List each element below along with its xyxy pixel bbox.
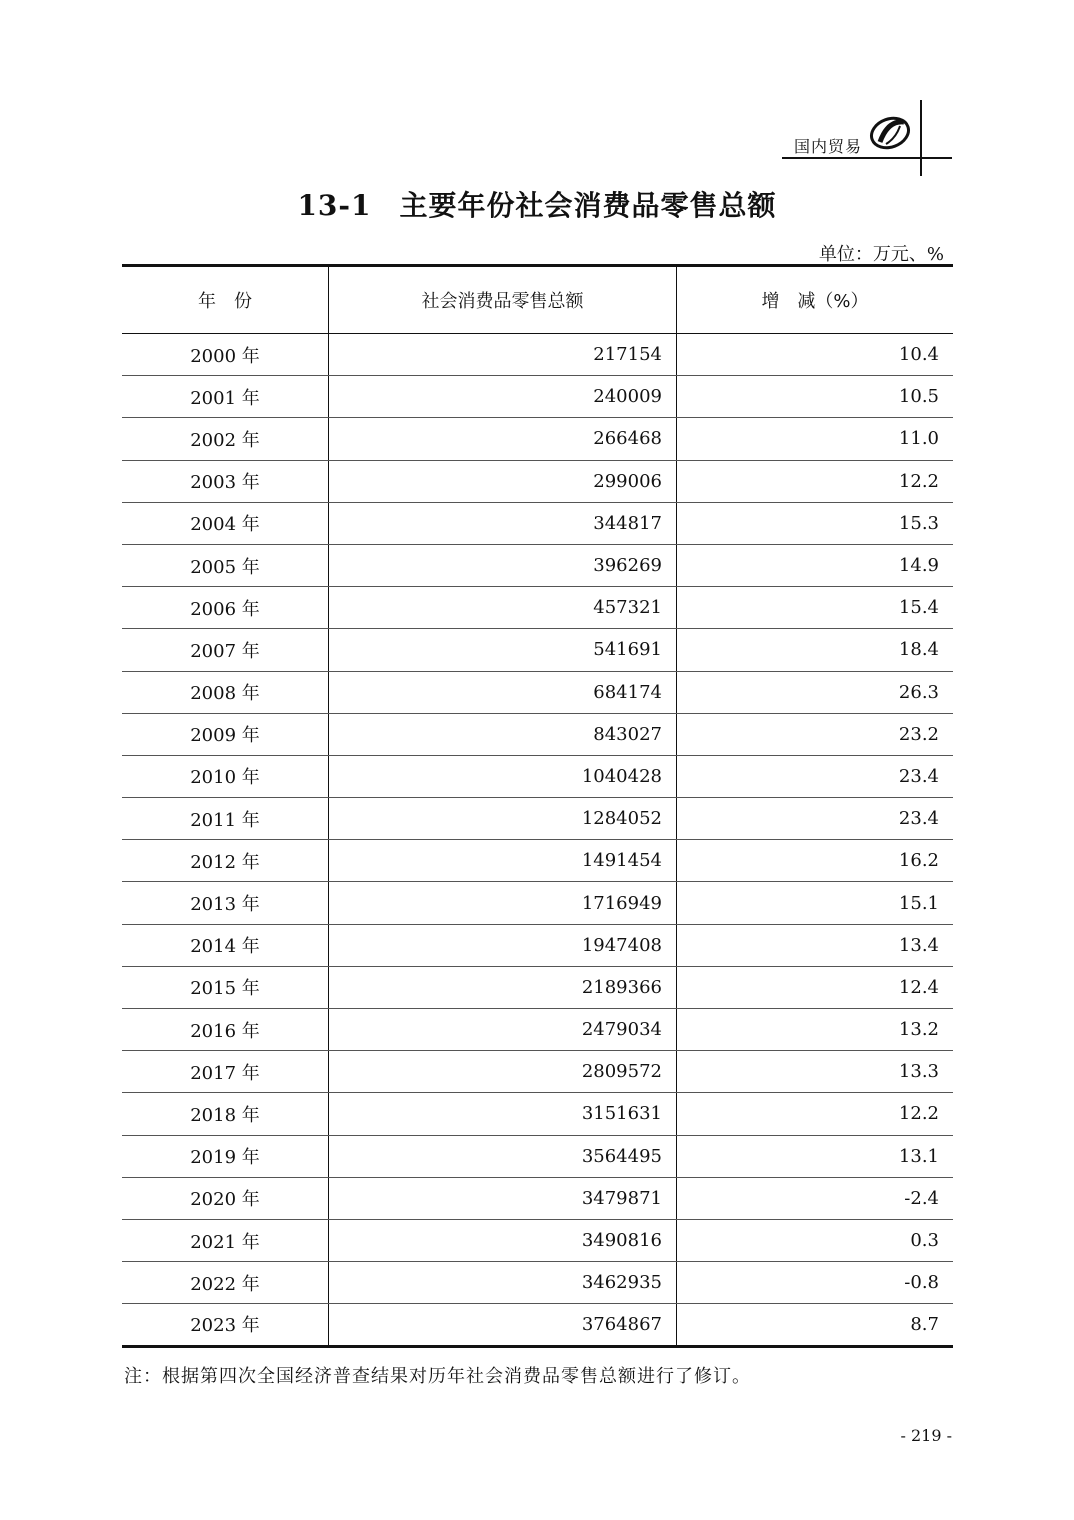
table-row (122, 1051, 953, 1093)
table-row (122, 798, 953, 840)
cell-year: 2013 年 (122, 882, 329, 924)
table-row (122, 1135, 953, 1177)
table-note: 注：根据第四次全国经济普查结果对历年社会消费品零售总额进行了修订。 (124, 1366, 751, 1387)
table-row (122, 924, 953, 966)
table-row (122, 1304, 953, 1346)
cell-year: 2003 年 (122, 460, 329, 502)
cell-year: 2004 年 (122, 502, 329, 544)
cell-change: 14.9 (677, 544, 954, 586)
cell-year: 2019 年 (122, 1135, 329, 1177)
cell-total: 2809572 (329, 1051, 677, 1093)
cell-total: 344817 (329, 502, 677, 544)
table-row (122, 713, 953, 755)
cell-year: 2017 年 (122, 1051, 329, 1093)
table-row (122, 629, 953, 671)
table-row (122, 460, 953, 502)
column-header-year: 年 份 (122, 266, 329, 334)
page-number: - 219 - (900, 1426, 952, 1445)
cell-year: 2022 年 (122, 1262, 329, 1304)
cell-year: 2021 年 (122, 1219, 329, 1261)
table-row (122, 376, 953, 418)
cell-change: 15.3 (677, 502, 954, 544)
cell-total: 3764867 (329, 1304, 677, 1346)
table-row (122, 502, 953, 544)
cell-total: 2189366 (329, 966, 677, 1008)
table-number: 13-1 (297, 189, 372, 222)
cell-total: 3564495 (329, 1135, 677, 1177)
cell-total: 1491454 (329, 840, 677, 882)
cell-change: 8.7 (677, 1304, 954, 1346)
cell-year: 2014 年 (122, 924, 329, 966)
cell-year: 2001 年 (122, 376, 329, 418)
cell-total: 3490816 (329, 1219, 677, 1261)
table-row (122, 1093, 953, 1135)
cell-change: 15.4 (677, 587, 954, 629)
cell-year: 2016 年 (122, 1009, 329, 1051)
page-title (0, 184, 1074, 224)
table-title: 主要年份社会消费品零售总额 (399, 189, 777, 222)
cell-total: 2479034 (329, 1009, 677, 1051)
cell-change: 26.3 (677, 671, 954, 713)
cell-change: 18.4 (677, 629, 954, 671)
retail-sales-table (122, 264, 953, 1348)
table-row (122, 755, 953, 797)
column-header-change: 增 减（%） (677, 266, 954, 334)
cell-change: 12.4 (677, 966, 954, 1008)
cell-total: 217154 (329, 334, 677, 376)
cell-change: 16.2 (677, 840, 954, 882)
cell-change: 12.2 (677, 460, 954, 502)
section-label: 国内贸易 (794, 137, 863, 156)
cell-year: 2000 年 (122, 334, 329, 376)
header-vertical-rule (920, 100, 922, 176)
cell-change: 13.1 (677, 1135, 954, 1177)
cell-total: 266468 (329, 418, 677, 460)
cell-total: 843027 (329, 713, 677, 755)
cell-year: 2010 年 (122, 755, 329, 797)
unit-label: 单位：万元、% (818, 244, 944, 265)
cell-total: 1284052 (329, 798, 677, 840)
cell-change: 13.4 (677, 924, 954, 966)
cell-year: 2011 年 (122, 798, 329, 840)
cell-total: 1947408 (329, 924, 677, 966)
cell-change: 12.2 (677, 1093, 954, 1135)
cell-year: 2008 年 (122, 671, 329, 713)
cell-year: 2005 年 (122, 544, 329, 586)
cell-total: 457321 (329, 587, 677, 629)
table-row (122, 1262, 953, 1304)
cell-total: 684174 (329, 671, 677, 713)
table-row (122, 544, 953, 586)
cell-change: 11.0 (677, 418, 954, 460)
header-horizontal-rule (782, 157, 952, 159)
cell-change: 0.3 (677, 1219, 954, 1261)
cell-total: 299006 (329, 460, 677, 502)
table-row (122, 671, 953, 713)
cell-total: 240009 (329, 376, 677, 418)
table-row (122, 840, 953, 882)
cell-change: 10.5 (677, 376, 954, 418)
table-row (122, 418, 953, 460)
cell-total: 3462935 (329, 1262, 677, 1304)
cell-change: -0.8 (677, 1262, 954, 1304)
cell-total: 3479871 (329, 1177, 677, 1219)
cell-change: 13.2 (677, 1009, 954, 1051)
cell-year: 2009 年 (122, 713, 329, 755)
cell-total: 541691 (329, 629, 677, 671)
cell-change: 15.1 (677, 882, 954, 924)
table-row (122, 334, 953, 376)
cell-total: 3151631 (329, 1093, 677, 1135)
cell-year: 2002 年 (122, 418, 329, 460)
cell-year: 2018 年 (122, 1093, 329, 1135)
cell-total: 396269 (329, 544, 677, 586)
cell-year: 2012 年 (122, 840, 329, 882)
cell-total: 1040428 (329, 755, 677, 797)
cell-change: 23.2 (677, 713, 954, 755)
cell-year: 2020 年 (122, 1177, 329, 1219)
cell-change: 13.3 (677, 1051, 954, 1093)
cell-year: 2023 年 (122, 1304, 329, 1346)
table-row (122, 1219, 953, 1261)
table-row (122, 966, 953, 1008)
table-header-row (122, 266, 953, 334)
cell-year: 2007 年 (122, 629, 329, 671)
table-row (122, 1177, 953, 1219)
cell-year: 2006 年 (122, 587, 329, 629)
cell-change: 10.4 (677, 334, 954, 376)
table-row (122, 1009, 953, 1051)
column-header-total: 社会消费品零售总额 (329, 266, 677, 334)
statistics-logo-icon (866, 112, 912, 152)
table-row (122, 882, 953, 924)
cell-change: -2.4 (677, 1177, 954, 1219)
cell-total: 1716949 (329, 882, 677, 924)
table-row (122, 587, 953, 629)
cell-year: 2015 年 (122, 966, 329, 1008)
cell-change: 23.4 (677, 755, 954, 797)
cell-change: 23.4 (677, 798, 954, 840)
